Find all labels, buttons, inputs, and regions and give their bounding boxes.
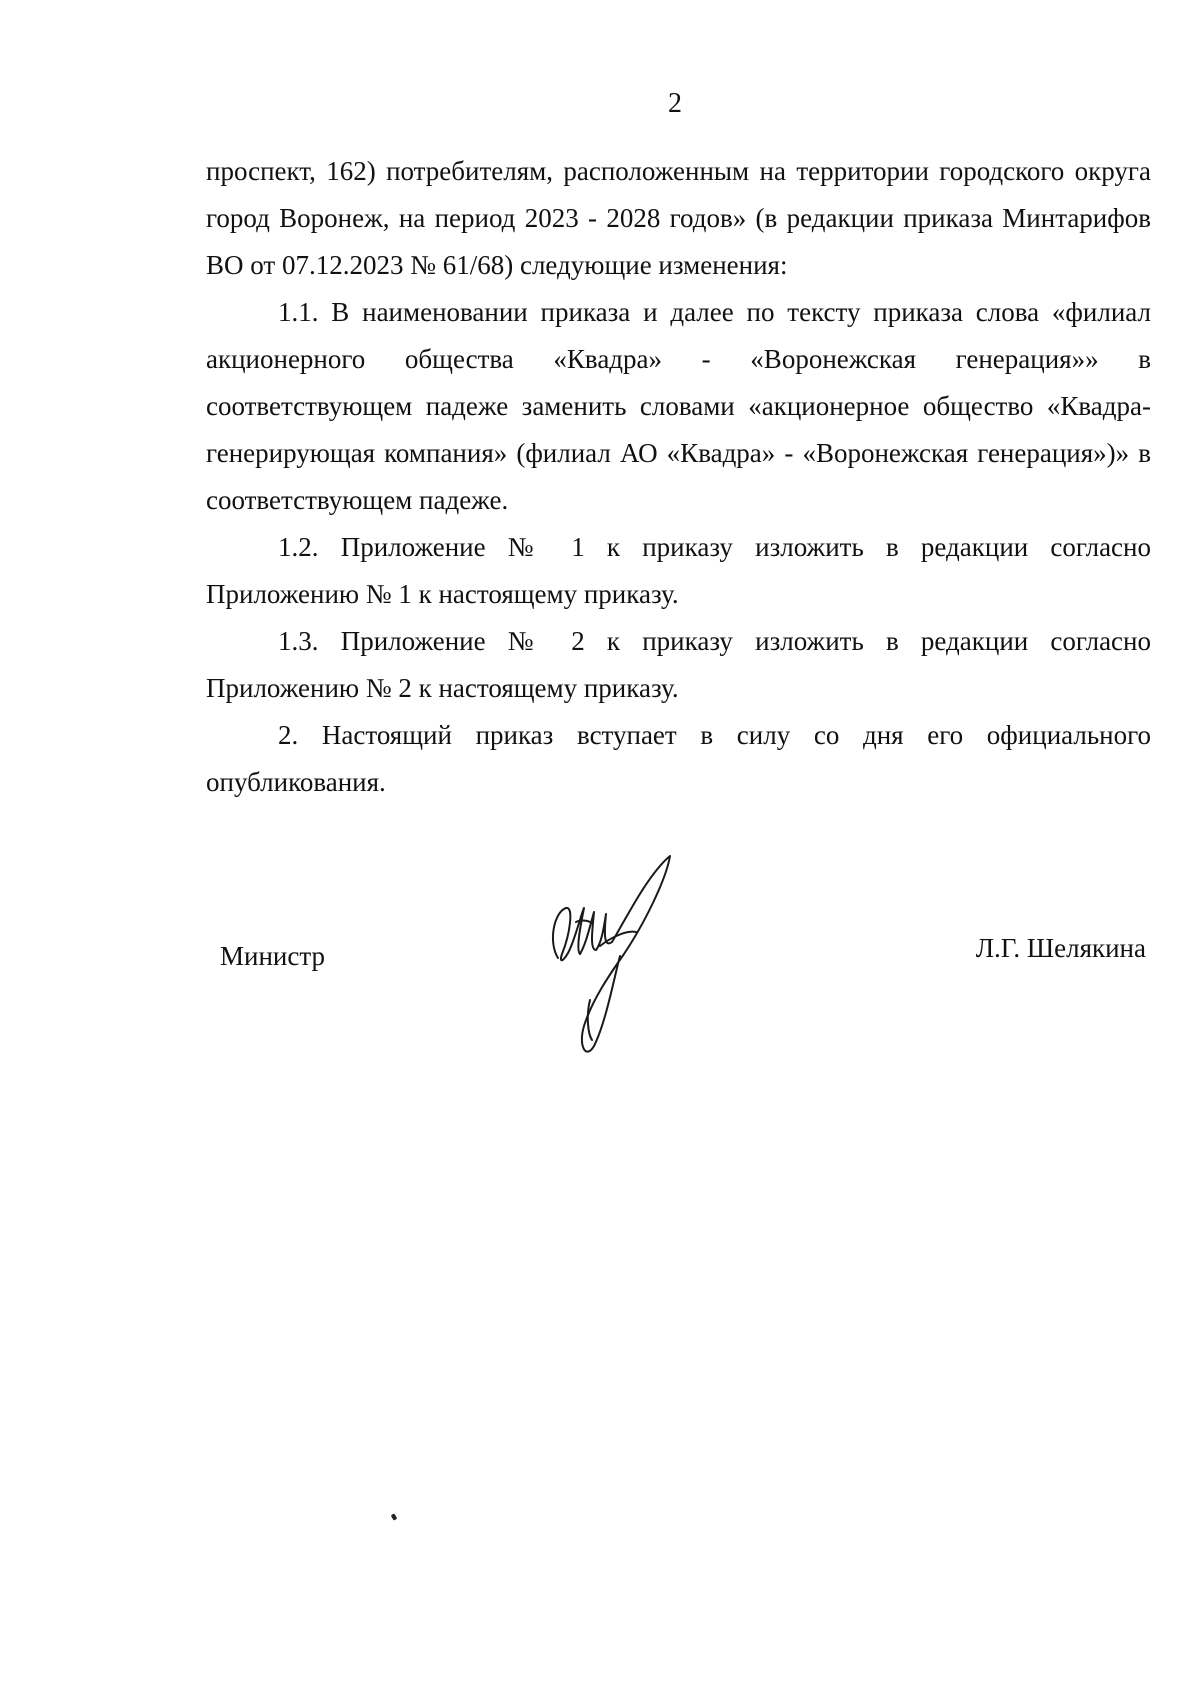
paragraph-1-1: 1.1. В наименовании приказа и далее по тексту приказа слова «филиал акционерного общества «Квадра» - «Воронежская генерация»» в соответствующем падеже заменить словами «акционерное общество «Квадра-генерирующая компания» (филиал АО «Квадра» - «Воронежская генерация»)» в соответствующем падеже. — [206, 297, 1151, 515]
signatory-name: Л.Г. Шелякина — [975, 933, 1146, 963]
paragraph-2: 2. Настоящий приказ вступает в силу со дня его официального опубликования. — [206, 720, 1151, 797]
page-number: 2 — [668, 88, 682, 119]
paragraph-1-3: 1.3. Приложение № 2 к приказу изложить в редакции согласно Приложению № 2 к настоящему приказу. — [206, 626, 1151, 703]
paragraph-continuation: проспект, 162) потребителям, расположенным на территории городского округа город Воронеж, на период 2023 - 2028 годов» (в редакции приказа Минтарифов ВО от 07.12.2023 № 61/68) следующие изменения: — [206, 156, 1151, 280]
scan-speck — [391, 1513, 397, 1520]
document-body — [206, 148, 1151, 806]
paragraph-1-2: 1.2. Приложение № 1 к приказу изложить в редакции согласно Приложению № 1 к настоящему приказу. — [206, 532, 1151, 609]
signatory-role: Министр — [220, 941, 325, 971]
handwritten-signature — [540, 850, 710, 1060]
